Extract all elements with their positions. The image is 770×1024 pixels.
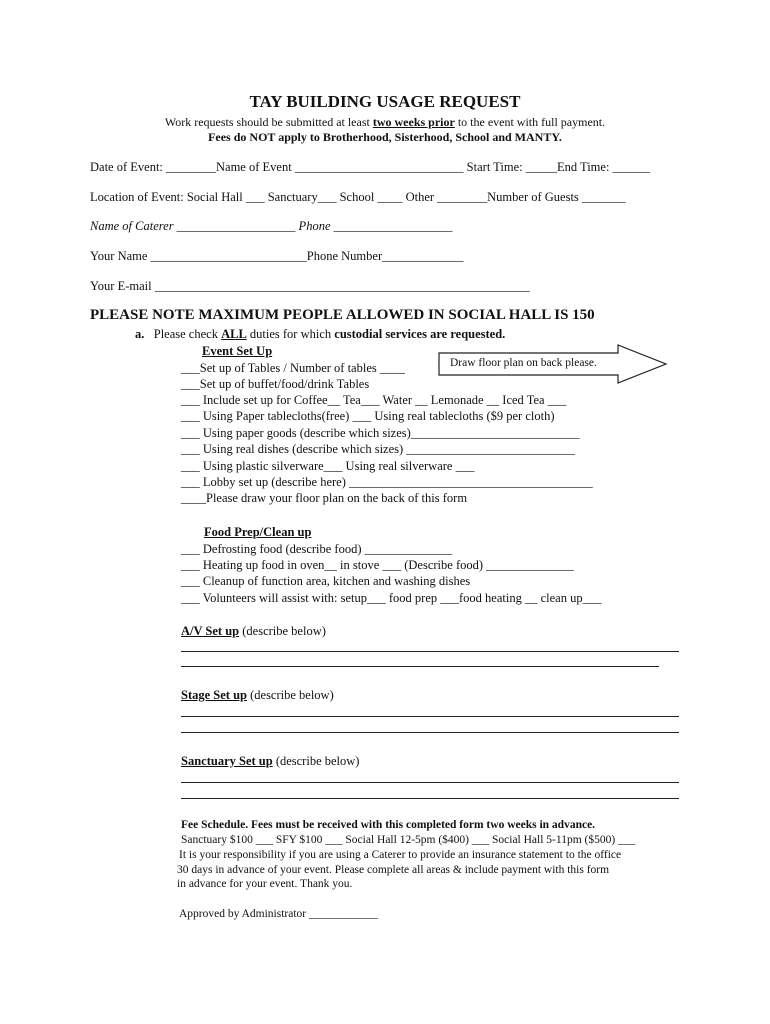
max-capacity-notice: PLEASE NOTE MAXIMUM PEOPLE ALLOWED IN SOCIAL HALL IS 150	[90, 307, 595, 323]
floor-plan-callout: Draw floor plan on back please.	[450, 357, 597, 369]
heating-checkbox[interactable]: ___ Heating up food in oven__ in stove ___ (Describe food) ______________	[181, 558, 574, 572]
av-description-line-1[interactable]	[181, 651, 679, 652]
insurance-notice-3: in advance for your event. Thank you.	[177, 878, 353, 890]
silverware-checkbox[interactable]: ___ Using plastic silverware___ Using real silverware ___	[181, 459, 475, 473]
duties-instruction	[135, 327, 505, 342]
av-setup-suffix: (describe below)	[239, 624, 326, 638]
caterer-field[interactable]: Name of Caterer ___________________ Phone ___________________	[90, 219, 453, 233]
duties-marker: a.	[135, 327, 145, 341]
event-location-guests-field[interactable]: Location of Event: Social Hall ___ Sanctuary___ School ____ Other ________Number of Guests _______	[90, 190, 626, 204]
notice-emphasis: two weeks prior	[372, 115, 455, 129]
fee-options-checkboxes[interactable]: Sanctuary $100 ___ SFY $100 ___ Social Hall 12-5pm ($400) ___ Social Hall 5-11pm ($500) ___	[181, 834, 636, 846]
fee-schedule-heading: Fee Schedule. Fees must be received with this completed form two weeks in advance.	[181, 819, 596, 831]
volunteers-checkbox[interactable]: ___ Volunteers will assist with: setup___ food prep ___food heating __ clean up___	[181, 591, 602, 605]
duties-mid: duties for which	[246, 327, 335, 341]
insurance-notice-1: It is your responsibility if you are using a Caterer to provide an insurance statement to the office	[179, 849, 622, 861]
sanctuary-setup-label	[181, 754, 359, 769]
food-prep-heading: Food Prep/Clean up	[204, 525, 312, 539]
your-email-field[interactable]: Your E-mail ____________________________________________________________	[90, 279, 530, 293]
event-date-name-time-field[interactable]: Date of Event: ________Name of Event ___________________________ Start Time: _____End Time: ______	[90, 160, 651, 174]
stage-setup-label	[181, 688, 334, 703]
floor-plan-checkbox[interactable]: ____Please draw your floor plan on the back of this form	[181, 491, 468, 505]
stage-description-line-2[interactable]	[181, 732, 679, 733]
notice-pre: Work requests should be submitted at least	[164, 115, 373, 129]
setup-buffet-checkbox[interactable]: ___Set up of buffet/food/drink Tables	[181, 377, 370, 391]
stage-setup-suffix: (describe below)	[246, 688, 334, 702]
duties-bold: custodial services are requested.	[334, 327, 506, 341]
stage-setup-heading: Stage Set up	[181, 688, 247, 702]
approval-signature-field[interactable]: Approved by Administrator ____________	[179, 908, 378, 920]
drinks-setup-checkbox[interactable]: ___ Include set up for Coffee__ Tea___ Water __ Lemonade __ Iced Tea ___	[181, 393, 567, 407]
sanctuary-description-line-2[interactable]	[181, 798, 679, 799]
real-dishes-checkbox[interactable]: ___ Using real dishes (describe which sizes) ___________________________	[181, 442, 576, 456]
tablecloths-checkbox[interactable]: ___ Using Paper tablecloths(free) ___ Using real tablecloths ($9 per cloth)	[181, 409, 555, 423]
sanctuary-setup-heading: Sanctuary Set up	[181, 754, 273, 768]
setup-tables-checkbox[interactable]: ___Set up of Tables / Number of tables ____	[181, 361, 405, 375]
av-setup-heading: A/V Set up	[181, 624, 240, 638]
event-setup-heading: Event Set Up	[202, 344, 273, 358]
sanctuary-setup-suffix: (describe below)	[272, 754, 360, 768]
your-name-phone-field[interactable]: Your Name _________________________Phone Number_____________	[90, 249, 464, 263]
stage-description-line-1[interactable]	[181, 716, 679, 717]
fees-exemption-notice: Fees do NOT apply to Brotherhood, Sisterhood, School and MANTY.	[208, 130, 562, 144]
defrosting-checkbox[interactable]: ___ Defrosting food (describe food) ______________	[181, 542, 453, 556]
av-description-line-2[interactable]	[181, 666, 659, 667]
submission-notice	[0, 115, 770, 130]
duties-pre: Please check	[153, 327, 222, 341]
form-title: TAY BUILDING USAGE REQUEST	[249, 92, 521, 111]
insurance-notice-2: 30 days in advance of your event. Please complete all areas & include payment with this form	[177, 864, 610, 876]
paper-goods-checkbox[interactable]: ___ Using paper goods (describe which sizes)___________________________	[181, 426, 580, 440]
notice-post: to the event with full payment.	[454, 115, 606, 129]
duties-all: ALL	[221, 327, 247, 341]
av-setup-label	[181, 624, 326, 639]
cleanup-checkbox[interactable]: ___ Cleanup of function area, kitchen and washing dishes	[181, 574, 471, 588]
sanctuary-description-line-1[interactable]	[181, 782, 679, 783]
lobby-setup-checkbox[interactable]: ___ Lobby set up (describe here) _______________________________________	[181, 475, 593, 489]
